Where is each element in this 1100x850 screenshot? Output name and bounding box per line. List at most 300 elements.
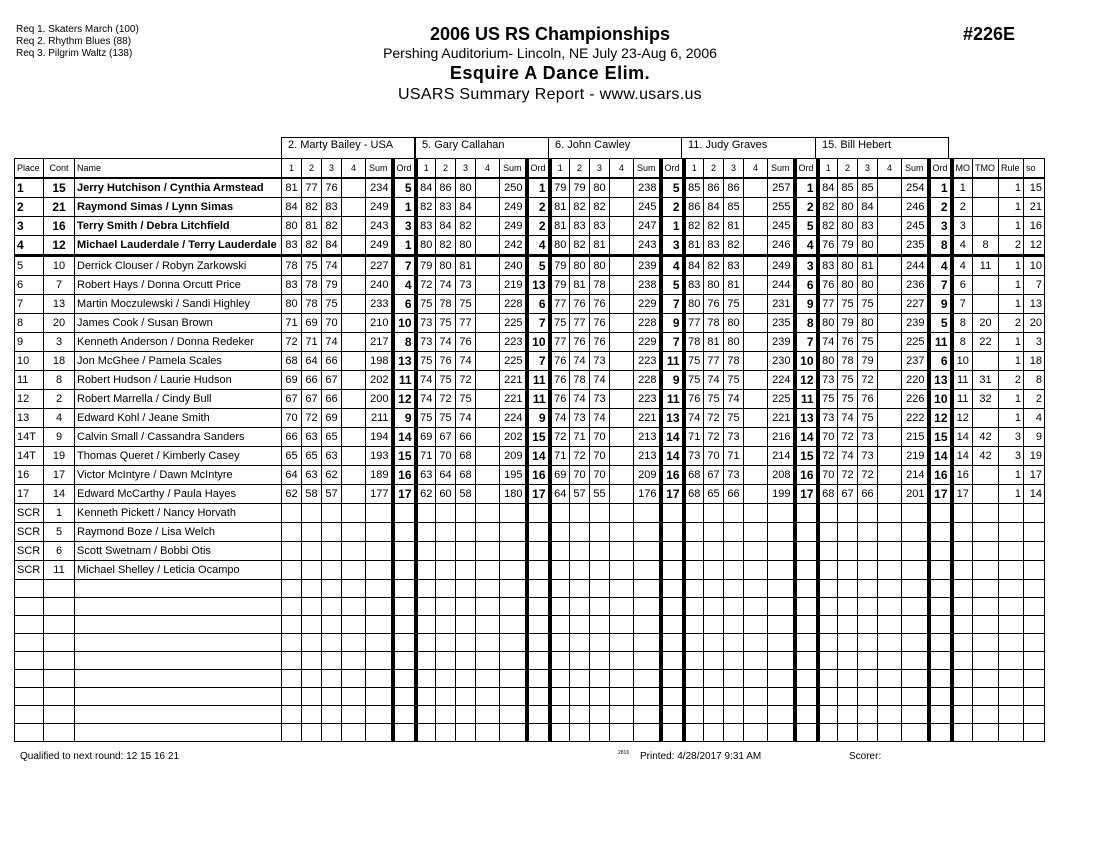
judge4-sum-cell: 246 xyxy=(768,236,795,256)
judge1-score2-cell: 81 xyxy=(302,217,322,236)
judge5-sum-cell: 222 xyxy=(902,409,929,428)
contestant-number-cell: 14 xyxy=(44,485,75,504)
judge2-score2-cell: 74 xyxy=(436,276,456,295)
judge2-sum-cell: 240 xyxy=(500,256,527,276)
judge1-score1-cell: 64 xyxy=(282,466,302,485)
judge3-ordinal-cell: 1 xyxy=(661,217,684,236)
judge5-score3-cell xyxy=(858,706,878,724)
judge5-sum-cell xyxy=(902,688,929,706)
judge4-ordinal-cell: 3 xyxy=(795,256,818,276)
judge1-score3-cell xyxy=(322,561,342,580)
judge4-score1-cell: 76 xyxy=(684,390,704,409)
judge5-ordinal-cell: 2 xyxy=(929,198,952,217)
requirement-3: Req 3. Pilgrim Waltz (138) xyxy=(16,48,133,59)
judge4-ordinal-cell xyxy=(795,598,818,616)
result-row xyxy=(15,485,1045,504)
judge2-score1-cell xyxy=(416,634,436,652)
judge5-score4-cell xyxy=(878,314,902,333)
judge4-score4-cell xyxy=(744,447,768,466)
judge1-score2-cell: 66 xyxy=(302,371,322,390)
judge3-score1-cell xyxy=(550,706,570,724)
judge4-score2-cell: 65 xyxy=(704,485,724,504)
judge2-score4-cell xyxy=(476,724,500,742)
judge5-score4-cell xyxy=(878,236,902,256)
judge2-score4-cell xyxy=(476,178,500,198)
judge4-score3-cell xyxy=(724,616,744,634)
judge5-score4-cell xyxy=(878,580,902,598)
judge1-score1-cell: 62 xyxy=(282,485,302,504)
header-judge4-sum: Sum xyxy=(768,159,795,179)
place-cell: 9 xyxy=(15,333,44,352)
so-cell: 13 xyxy=(1024,295,1045,314)
result-row xyxy=(15,523,1045,542)
judge4-score1-cell xyxy=(684,652,704,670)
judge2-score4-cell xyxy=(476,580,500,598)
judge2-score1-cell xyxy=(416,670,436,688)
judge1-score3-cell: 74 xyxy=(322,256,342,276)
judge1-score3-cell xyxy=(322,580,342,598)
place-cell xyxy=(15,634,44,652)
rule-cell: 1 xyxy=(999,178,1024,198)
so-cell: 8 xyxy=(1024,371,1045,390)
judge1-score3-cell: 65 xyxy=(322,428,342,447)
judge4-score4-cell xyxy=(744,724,768,742)
judge3-score4-cell xyxy=(610,652,634,670)
result-row xyxy=(15,314,1045,333)
judge1-sum-cell: 217 xyxy=(366,333,393,352)
printed-timestamp: Printed: 4/28/2017 9:31 AM xyxy=(640,751,762,762)
judge1-ordinal-cell: 7 xyxy=(393,256,416,276)
column-header-row xyxy=(15,159,1045,179)
judge1-score4-cell xyxy=(342,670,366,688)
rule-cell xyxy=(999,652,1024,670)
judge1-score1-cell: 83 xyxy=(282,236,302,256)
judge5-sum-cell: 214 xyxy=(902,466,929,485)
judge4-ordinal-cell xyxy=(795,523,818,542)
judge2-score1-cell xyxy=(416,616,436,634)
judge1-sum-cell: 200 xyxy=(366,390,393,409)
tmo-cell: 11 xyxy=(973,256,999,276)
judge5-score3-cell: 73 xyxy=(858,428,878,447)
judge2-score3-cell xyxy=(456,542,476,561)
judge2-sum-cell xyxy=(500,724,527,742)
judge2-sum-cell xyxy=(500,652,527,670)
judge4-score1-cell xyxy=(684,504,704,523)
judge5-score1-cell xyxy=(818,542,838,561)
judge1-sum-cell: 243 xyxy=(366,217,393,236)
judge5-score1-cell: 70 xyxy=(818,466,838,485)
rule-cell: 1 xyxy=(999,409,1024,428)
judge5-score2-cell xyxy=(838,598,858,616)
judge3-score2-cell: 83 xyxy=(570,217,590,236)
header-so: so xyxy=(1024,159,1045,179)
judge4-sum-cell xyxy=(768,523,795,542)
judge3-score2-cell xyxy=(570,706,590,724)
judge5-sum-cell xyxy=(902,670,929,688)
judge2-ordinal-cell xyxy=(527,523,550,542)
judge5-score4-cell xyxy=(878,542,902,561)
judge2-score3-cell: 74 xyxy=(456,352,476,371)
header-name: Name xyxy=(75,159,282,179)
judge4-score1-cell: 75 xyxy=(684,352,704,371)
judge1-ordinal-cell: 6 xyxy=(393,295,416,314)
judge4-sum-cell xyxy=(768,504,795,523)
judge3-score3-cell xyxy=(590,652,610,670)
judge4-sum-cell xyxy=(768,670,795,688)
judge1-score1-cell: 70 xyxy=(282,409,302,428)
judge5-ordinal-cell xyxy=(929,598,952,616)
report-subtitle: USARS Summary Report - www.usars.us xyxy=(398,86,702,103)
judge4-score2-cell xyxy=(704,688,724,706)
judge4-score2-cell xyxy=(704,523,724,542)
judge3-score4-cell xyxy=(610,523,634,542)
judge2-score2-cell: 75 xyxy=(436,371,456,390)
rule-cell: 1 xyxy=(999,485,1024,504)
judge2-score3-cell: 75 xyxy=(456,295,476,314)
judge5-score2-cell xyxy=(838,706,858,724)
judge4-ordinal-cell: 9 xyxy=(795,295,818,314)
judge3-ordinal-cell: 14 xyxy=(661,447,684,466)
judge4-score3-cell: 73 xyxy=(724,466,744,485)
judge5-sum-cell: 215 xyxy=(902,428,929,447)
judge4-score2-cell xyxy=(704,652,724,670)
judge5-score1-cell xyxy=(818,598,838,616)
judge5-score2-cell xyxy=(838,634,858,652)
judge5-ordinal-cell xyxy=(929,616,952,634)
judge1-ordinal-cell xyxy=(393,688,416,706)
judge4-score1-cell: 80 xyxy=(684,295,704,314)
judge3-sum-cell: 223 xyxy=(634,352,661,371)
judge3-score4-cell xyxy=(610,706,634,724)
judge2-score2-cell: 82 xyxy=(436,236,456,256)
tmo-cell: 42 xyxy=(973,428,999,447)
result-row xyxy=(15,542,1045,561)
contestant-number-cell xyxy=(44,724,75,742)
header-judge5-1: 1 xyxy=(818,159,838,179)
judge3-sum-cell: 228 xyxy=(634,314,661,333)
judge1-score2-cell: 67 xyxy=(302,390,322,409)
judge4-score2-cell: 70 xyxy=(704,447,724,466)
judge4-score1-cell: 73 xyxy=(684,447,704,466)
so-cell: 19 xyxy=(1024,447,1045,466)
judge5-sum-cell: 235 xyxy=(902,236,929,256)
judge5-score4-cell xyxy=(878,616,902,634)
judge4-ordinal-cell: 17 xyxy=(795,485,818,504)
judge3-sum-cell xyxy=(634,616,661,634)
judge1-score2-cell: 82 xyxy=(302,198,322,217)
so-cell: 17 xyxy=(1024,466,1045,485)
judge5-score4-cell xyxy=(878,688,902,706)
header-judge3-3: 3 xyxy=(590,159,610,179)
judge3-sum-cell xyxy=(634,523,661,542)
judge5-sum-cell: 201 xyxy=(902,485,929,504)
judge5-ordinal-cell xyxy=(929,670,952,688)
couple-name-cell: Jon McGhee / Pamela Scales xyxy=(75,352,282,371)
judge5-score2-cell: 80 xyxy=(838,256,858,276)
judge4-score1-cell: 83 xyxy=(684,276,704,295)
place-cell: SCR xyxy=(15,561,44,580)
judge5-score3-cell: 75 xyxy=(858,333,878,352)
judge1-score2-cell: 78 xyxy=(302,276,322,295)
judge3-ordinal-cell xyxy=(661,580,684,598)
judge2-score2-cell xyxy=(436,670,456,688)
judge4-sum-cell xyxy=(768,561,795,580)
place-cell: 2 xyxy=(15,198,44,217)
judge2-score1-cell xyxy=(416,523,436,542)
judge3-score4-cell xyxy=(610,428,634,447)
judge5-score3-cell: 79 xyxy=(858,352,878,371)
judge1-score4-cell xyxy=(342,390,366,409)
judge4-score4-cell xyxy=(744,670,768,688)
judge1-score4-cell xyxy=(342,580,366,598)
rule-cell: 1 xyxy=(999,333,1024,352)
so-cell: 10 xyxy=(1024,256,1045,276)
judge1-score3-cell: 62 xyxy=(322,466,342,485)
tmo-cell xyxy=(973,634,999,652)
judge4-score2-cell: 84 xyxy=(704,198,724,217)
judge2-sum-cell: 202 xyxy=(500,428,527,447)
championship-title: 2006 US RS Championships xyxy=(429,24,671,44)
judge2-ordinal-cell: 9 xyxy=(527,409,550,428)
header-judge2-2: 2 xyxy=(436,159,456,179)
rule-cell: 2 xyxy=(999,314,1024,333)
judge2-score4-cell xyxy=(476,236,500,256)
judge5-score3-cell: 80 xyxy=(858,276,878,295)
judge2-score2-cell: 83 xyxy=(436,198,456,217)
judge4-ordinal-cell: 5 xyxy=(795,217,818,236)
judge5-ordinal-cell xyxy=(929,724,952,742)
judge4-score4-cell xyxy=(744,256,768,276)
judge2-score1-cell xyxy=(416,652,436,670)
result-row xyxy=(15,236,1045,256)
judge5-score3-cell xyxy=(858,580,878,598)
judge5-score1-cell: 68 xyxy=(818,485,838,504)
contestant-number-cell: 12 xyxy=(44,236,75,256)
judge5-score4-cell xyxy=(878,178,902,198)
judge5-score2-cell: 80 xyxy=(838,198,858,217)
judge2-score2-cell xyxy=(436,652,456,670)
judge2-sum-cell xyxy=(500,634,527,652)
judge5-score4-cell xyxy=(878,256,902,276)
rule-cell xyxy=(999,504,1024,523)
judge1-score1-cell: 68 xyxy=(282,352,302,371)
judge5-sum-cell xyxy=(902,580,929,598)
judge4-score1-cell: 81 xyxy=(684,236,704,256)
judge5-score3-cell xyxy=(858,523,878,542)
judge3-ordinal-cell: 3 xyxy=(661,236,684,256)
judge2-score2-cell xyxy=(436,724,456,742)
judge1-ordinal-cell xyxy=(393,504,416,523)
judge1-score2-cell xyxy=(302,542,322,561)
judge4-score4-cell xyxy=(744,523,768,542)
judge5-score4-cell xyxy=(878,198,902,217)
judge4-score4-cell xyxy=(744,178,768,198)
judge2-score4-cell xyxy=(476,466,500,485)
rule-cell xyxy=(999,670,1024,688)
judge2-ordinal-cell xyxy=(527,652,550,670)
judge2-score4-cell xyxy=(476,542,500,561)
contestant-number-cell: 2 xyxy=(44,390,75,409)
judge5-score2-cell: 67 xyxy=(838,485,858,504)
contestant-number-cell: 3 xyxy=(44,333,75,352)
contestant-number-cell: 15 xyxy=(44,178,75,198)
empty-row xyxy=(15,706,1045,724)
judge4-score4-cell xyxy=(744,580,768,598)
judge5-score2-cell xyxy=(838,523,858,542)
judge1-sum-cell: 193 xyxy=(366,447,393,466)
so-cell: 7 xyxy=(1024,276,1045,295)
judge2-score1-cell xyxy=(416,724,436,742)
rule-cell: 1 xyxy=(999,390,1024,409)
judge2-score1-cell: 73 xyxy=(416,333,436,352)
judge4-sum-cell: 214 xyxy=(768,447,795,466)
judge4-score4-cell xyxy=(744,352,768,371)
judge5-sum-cell xyxy=(902,561,929,580)
judge5-score2-cell xyxy=(838,688,858,706)
judge4-score3-cell: 75 xyxy=(724,371,744,390)
judge-header-2: 5. Gary Callahan xyxy=(415,137,549,158)
judge4-sum-cell xyxy=(768,616,795,634)
judge1-score1-cell xyxy=(282,598,302,616)
couple-name-cell xyxy=(75,688,282,706)
judge4-score4-cell xyxy=(744,466,768,485)
judge4-score4-cell xyxy=(744,409,768,428)
qualified-list: Qualified to next round: 12 15 16 21 xyxy=(20,751,180,762)
requirement-1: Req 1. Skaters March (100) xyxy=(16,24,139,35)
judge5-score1-cell: 84 xyxy=(818,178,838,198)
judge4-score1-cell xyxy=(684,706,704,724)
judge3-ordinal-cell xyxy=(661,504,684,523)
judge4-ordinal-cell: 10 xyxy=(795,352,818,371)
result-row xyxy=(15,371,1045,390)
judge5-score2-cell: 75 xyxy=(838,390,858,409)
judge4-ordinal-cell: 1 xyxy=(795,178,818,198)
judge1-score3-cell xyxy=(322,542,342,561)
judge3-score3-cell xyxy=(590,542,610,561)
result-row xyxy=(15,352,1045,371)
judge3-score4-cell xyxy=(610,314,634,333)
judge3-ordinal-cell: 11 xyxy=(661,390,684,409)
judge3-score3-cell: 76 xyxy=(590,295,610,314)
judge4-sum-cell: 249 xyxy=(768,256,795,276)
judge5-score4-cell xyxy=(878,333,902,352)
judge2-score3-cell: 74 xyxy=(456,409,476,428)
judge5-ordinal-cell: 9 xyxy=(929,295,952,314)
judge4-score3-cell xyxy=(724,634,744,652)
judge2-score1-cell xyxy=(416,688,436,706)
judge2-score4-cell xyxy=(476,561,500,580)
judge2-score2-cell: 78 xyxy=(436,295,456,314)
judge1-sum-cell xyxy=(366,634,393,652)
judge2-score1-cell: 62 xyxy=(416,485,436,504)
judge5-score1-cell: 74 xyxy=(818,333,838,352)
judge2-score2-cell: 60 xyxy=(436,485,456,504)
so-cell xyxy=(1024,688,1045,706)
tmo-cell xyxy=(973,217,999,236)
judge5-score3-cell: 73 xyxy=(858,447,878,466)
judge2-sum-cell xyxy=(500,706,527,724)
judge1-score1-cell xyxy=(282,724,302,742)
judge4-score4-cell xyxy=(744,652,768,670)
judge2-sum-cell: 249 xyxy=(500,198,527,217)
judge1-score4-cell xyxy=(342,236,366,256)
header-judge5-ord: Ord xyxy=(929,159,952,179)
judge2-score4-cell xyxy=(476,390,500,409)
header-judge5-sum: Sum xyxy=(902,159,929,179)
judge3-score4-cell xyxy=(610,580,634,598)
judge2-score4-cell xyxy=(476,598,500,616)
judge5-score3-cell xyxy=(858,634,878,652)
judge4-score2-cell: 72 xyxy=(704,428,724,447)
judge3-sum-cell xyxy=(634,634,661,652)
judge1-ordinal-cell xyxy=(393,561,416,580)
tmo-cell xyxy=(973,198,999,217)
judge2-ordinal-cell: 15 xyxy=(527,428,550,447)
judge5-sum-cell xyxy=(902,598,929,616)
mo-cell xyxy=(952,634,973,652)
judge4-score3-cell: 81 xyxy=(724,217,744,236)
judge5-score2-cell: 75 xyxy=(838,295,858,314)
judge2-ordinal-cell xyxy=(527,504,550,523)
judge5-score1-cell xyxy=(818,504,838,523)
judge2-score3-cell xyxy=(456,706,476,724)
tmo-cell xyxy=(973,688,999,706)
tmo-cell xyxy=(973,352,999,371)
judge4-score1-cell: 74 xyxy=(684,409,704,428)
judge2-score4-cell xyxy=(476,523,500,542)
judge4-score1-cell xyxy=(684,670,704,688)
mo-cell: 14 xyxy=(952,428,973,447)
couple-name-cell: Calvin Small / Cassandra Sanders xyxy=(75,428,282,447)
judge3-score4-cell xyxy=(610,466,634,485)
judge3-score3-cell: 70 xyxy=(590,466,610,485)
judge4-score3-cell: 81 xyxy=(724,276,744,295)
judge4-score2-cell xyxy=(704,616,724,634)
judge1-ordinal-cell: 5 xyxy=(393,178,416,198)
judge2-score2-cell xyxy=(436,580,456,598)
judge2-score3-cell: 80 xyxy=(456,236,476,256)
judge4-sum-cell xyxy=(768,652,795,670)
contestant-number-cell: 1 xyxy=(44,504,75,523)
result-row xyxy=(15,198,1045,217)
judge4-sum-cell: 221 xyxy=(768,409,795,428)
judge1-score4-cell xyxy=(342,652,366,670)
judge2-score3-cell: 77 xyxy=(456,314,476,333)
judge3-ordinal-cell: 5 xyxy=(661,178,684,198)
judge1-score3-cell: 75 xyxy=(322,295,342,314)
judge1-score1-cell: 66 xyxy=(282,428,302,447)
judge4-score3-cell xyxy=(724,504,744,523)
judge3-sum-cell xyxy=(634,504,661,523)
judge5-score1-cell: 80 xyxy=(818,314,838,333)
judge2-score2-cell: 64 xyxy=(436,466,456,485)
judge3-ordinal-cell xyxy=(661,688,684,706)
judge1-score3-cell xyxy=(322,504,342,523)
judge5-sum-cell: 239 xyxy=(902,314,929,333)
judge2-ordinal-cell xyxy=(527,688,550,706)
judge3-score3-cell xyxy=(590,724,610,742)
judge3-ordinal-cell xyxy=(661,542,684,561)
judge2-score1-cell: 63 xyxy=(416,466,436,485)
judge2-score1-cell: 71 xyxy=(416,447,436,466)
judge3-score4-cell xyxy=(610,670,634,688)
judge1-score1-cell xyxy=(282,616,302,634)
judge3-sum-cell xyxy=(634,706,661,724)
judge1-score2-cell: 65 xyxy=(302,447,322,466)
judge3-score2-cell xyxy=(570,670,590,688)
judge4-sum-cell: 255 xyxy=(768,198,795,217)
judge5-score1-cell xyxy=(818,580,838,598)
